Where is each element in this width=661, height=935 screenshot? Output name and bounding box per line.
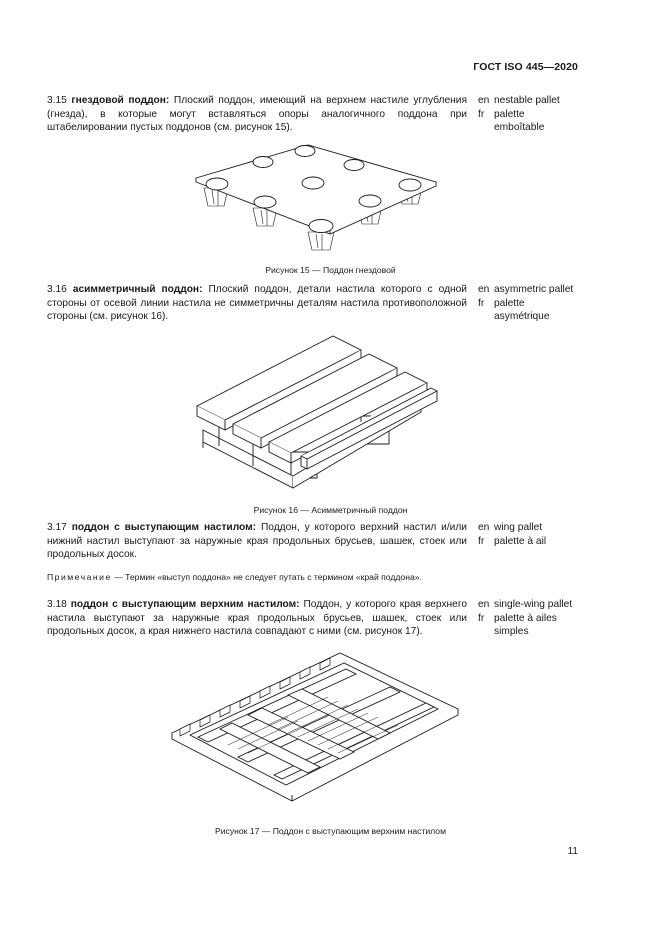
lang-code: en — [478, 284, 490, 295]
note-text: — Термин «выступ поддона» не следует путать с термином «край поддона». — [111, 572, 422, 582]
lang-term: asymétrique — [494, 311, 550, 322]
term-3-16 — [47, 283, 467, 324]
lang-term: emboîtable — [494, 122, 545, 133]
lang-term: palette à ailes — [494, 612, 557, 624]
lang-code: en — [478, 522, 490, 533]
term-3-17-equivalents — [478, 521, 546, 548]
term-3-15-equivalents — [478, 94, 560, 135]
lang-code: en — [478, 599, 490, 610]
page-number: 11 — [567, 846, 578, 857]
term-name: асимметричный поддон: — [72, 284, 203, 295]
term-name: поддон с выступающим настилом: — [71, 522, 257, 533]
term-definition: Поддон, у которого верхний настил и/или нижний настил выступают за наружные края продольных брусьев, шашек, стоек или продольных досок. — [47, 522, 467, 560]
lang-code: fr — [478, 297, 485, 309]
term-number: 3.16 — [47, 284, 67, 295]
term-3-15 — [47, 94, 467, 135]
term-definition: Поддон, у которого края верхнего настила выступают за наружные края продольных брусьев, шашек, стоек или продольных досок, а края нижнего настила совпадают с ними (см. рисунок 17). — [47, 599, 467, 637]
term-definition: Плоский поддон, детали настила которого с одной стороны от осевой линии настила не симметричны деталям настила противоположной стороны (см. рисунок 16). — [47, 284, 467, 322]
lang-term: asymmetric pallet — [494, 284, 574, 295]
lang-term: nestable pallet — [494, 95, 560, 106]
term-definition: Плоский поддон, имеющий на верхнем настиле углубления (гнезда), в которые могут вставляться опоры аналогичного поддона при штабелировании пустых поддонов (см. рисунок 15). — [47, 95, 467, 133]
lang-code: fr — [478, 612, 485, 624]
lang-code: fr — [478, 108, 485, 120]
document-id: ГОСТ ISO 445—2020 — [473, 61, 578, 73]
lang-term: wing pallet — [494, 522, 543, 533]
term-number: 3.18 — [47, 599, 67, 610]
figure-15-caption: Рисунок 15 — Поддон гнездовой — [265, 265, 396, 275]
figure-15-nestable-pallet — [190, 140, 440, 260]
term-3-16-equivalents — [478, 283, 573, 324]
term-name: поддон с выступающим верхним настилом: — [70, 599, 300, 610]
term-3-18-equivalents — [478, 598, 572, 639]
lang-term: palette — [494, 297, 525, 309]
figure-17-single-wing-pallet — [168, 645, 464, 815]
lang-term: palette — [494, 108, 525, 120]
term-3-17 — [47, 521, 467, 562]
lang-term: simples — [494, 626, 529, 637]
lang-term: single-wing pallet — [494, 599, 573, 610]
figure-16-asymmetric-pallet — [193, 328, 441, 490]
term-3-18 — [47, 598, 467, 639]
figure-17-caption: Рисунок 17 — Поддон с выступающим верхним настилом — [215, 826, 446, 836]
lang-term: palette à ail — [494, 535, 547, 547]
term-name: гнездовой поддон: — [71, 95, 170, 106]
figure-16-caption: Рисунок 16 — Асимметричный поддон — [253, 505, 408, 515]
lang-code: en — [478, 95, 490, 106]
term-number: 3.17 — [47, 522, 67, 533]
term-number: 3.15 — [47, 95, 67, 106]
lang-code: fr — [478, 535, 485, 547]
note-label: Примечание — [47, 572, 112, 582]
term-3-17-note — [47, 571, 467, 583]
